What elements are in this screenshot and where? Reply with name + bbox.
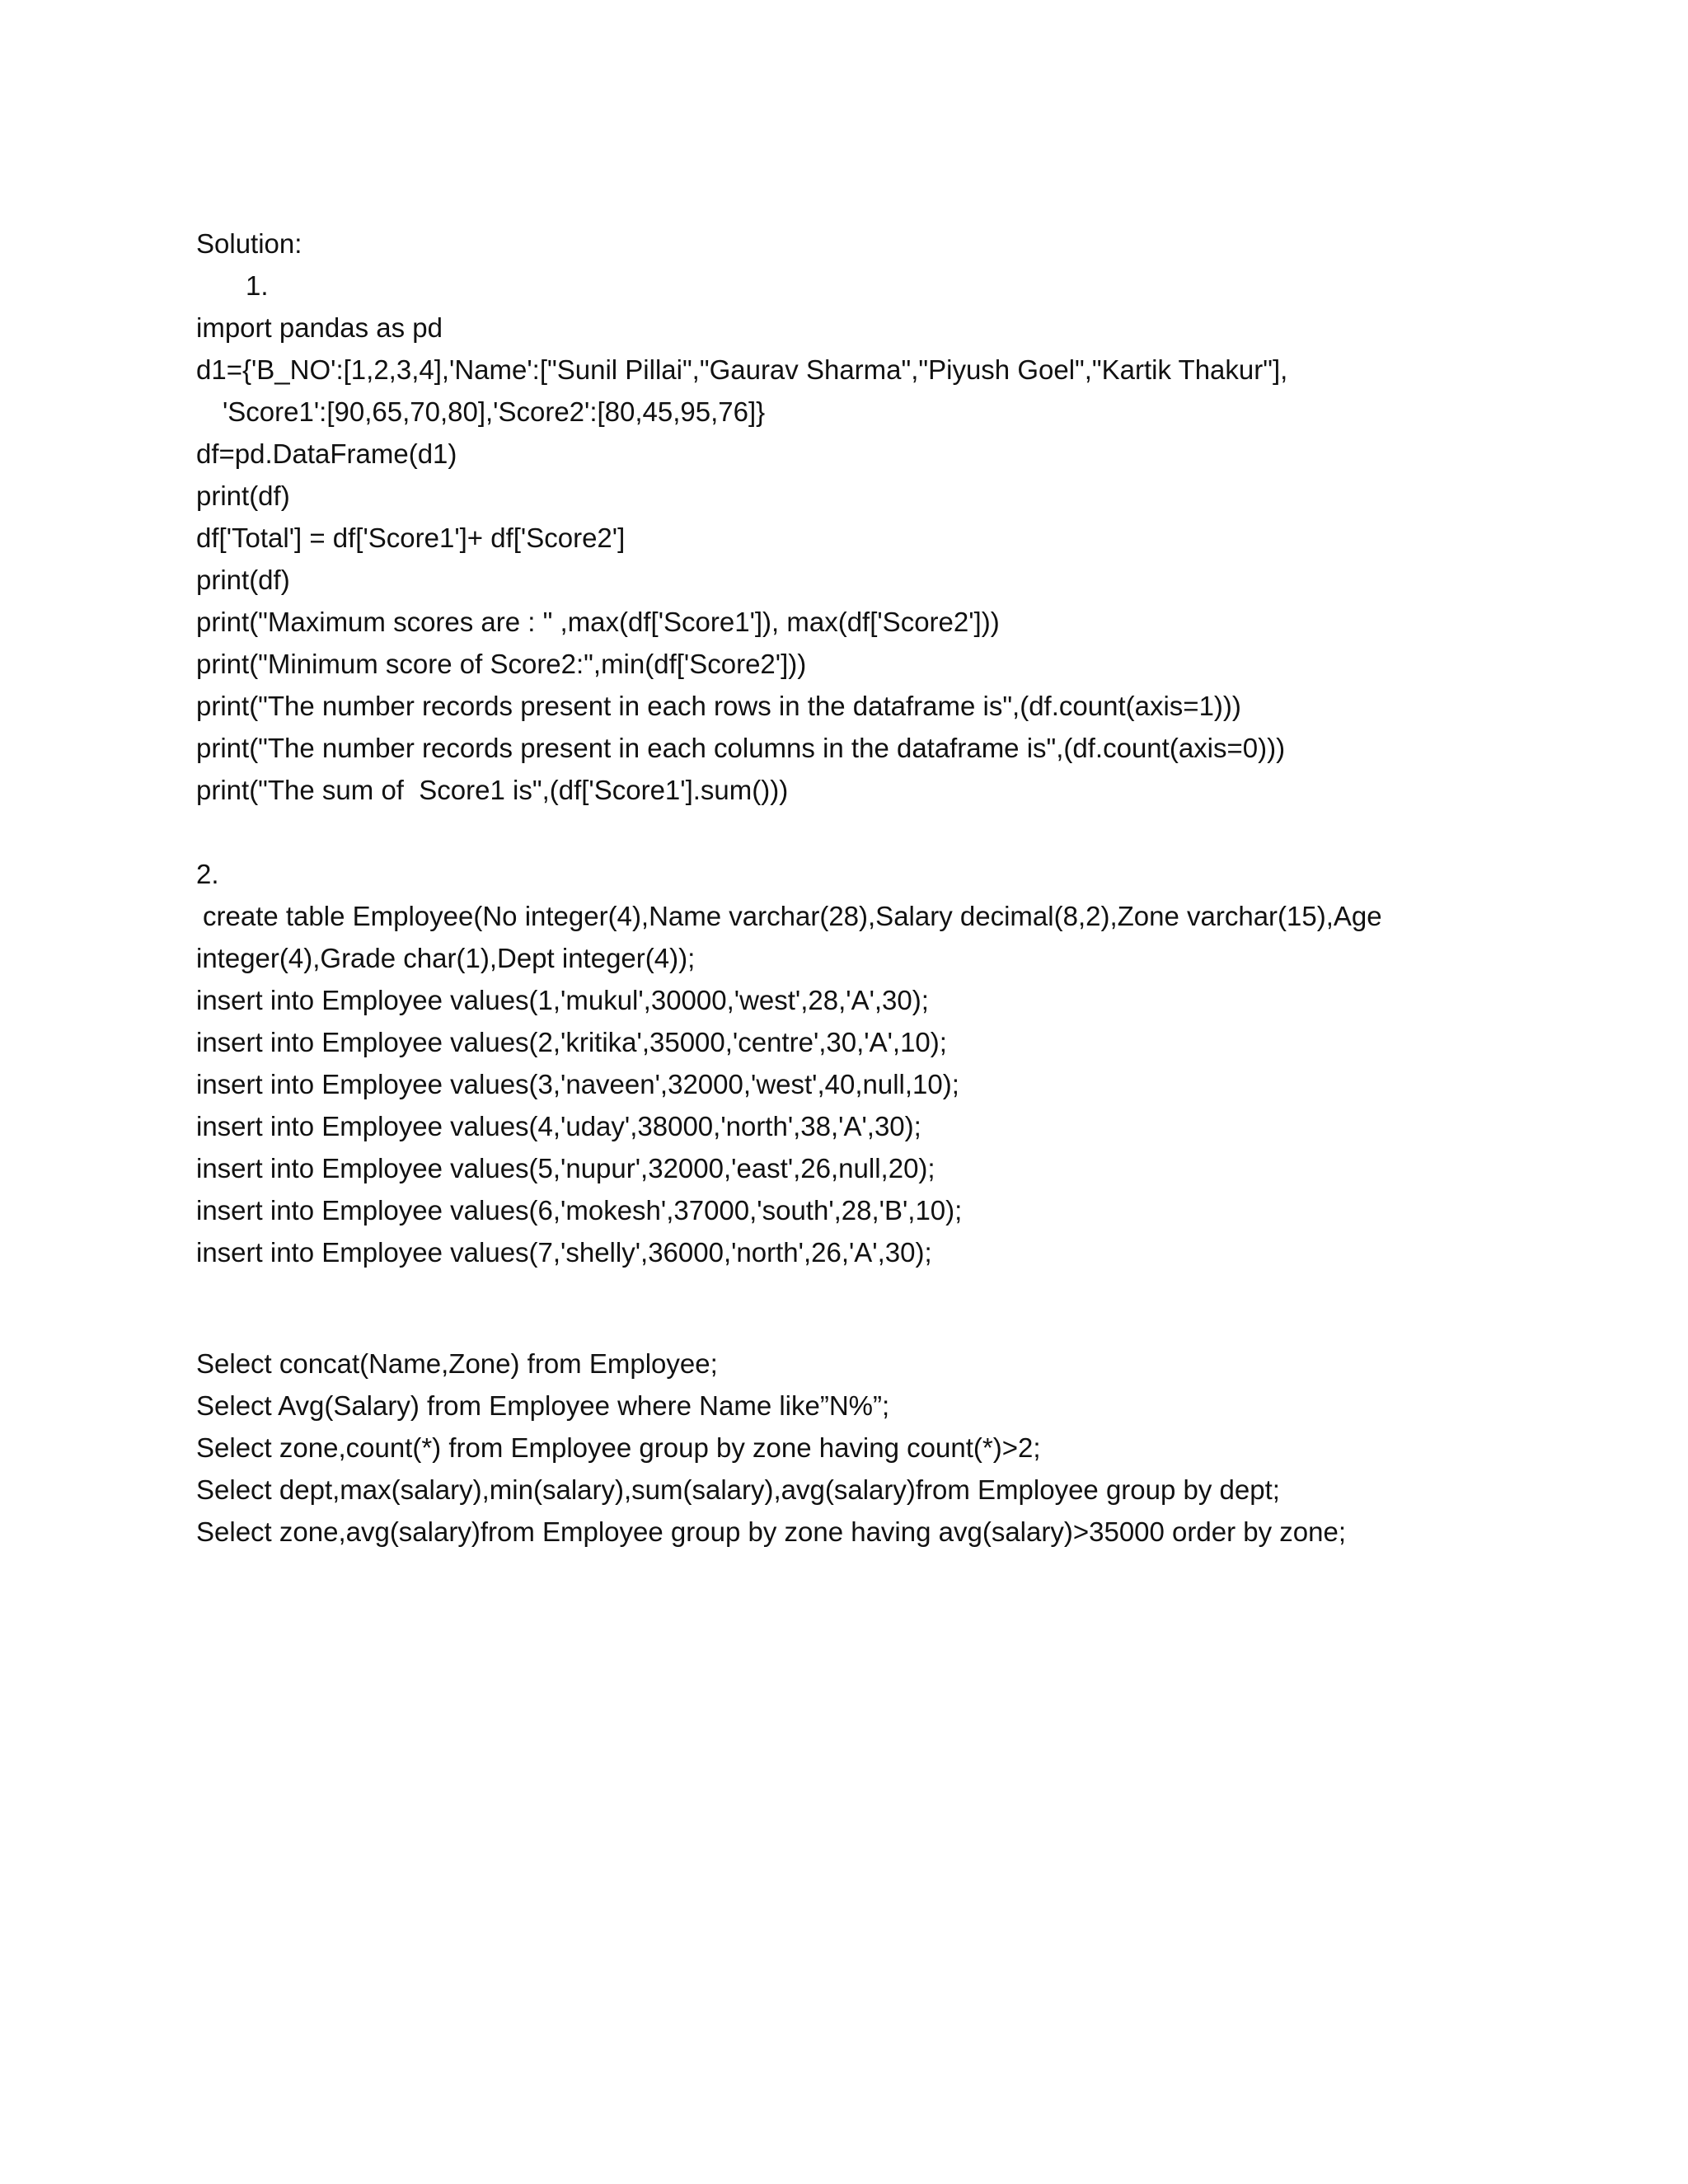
sql-line: insert into Employee values(4,'uday',38000,'north',38,'A',30); [196,1111,921,1141]
code-line: print("The number records present in each columns in the dataframe is",(df.count(axis=0))) [196,733,1286,763]
code-line: df=pd.DataFrame(d1) [196,438,457,469]
code-line: print(df) [196,565,290,595]
document-body [196,223,1597,1553]
sql-line: Select zone,count(*) from Employee group by zone having count(*)>2; [196,1432,1041,1463]
code-line: import pandas as pd [196,312,443,343]
sql-line: insert into Employee values(7,'shelly',36000,'north',26,'A',30); [196,1237,932,1268]
spacer [196,811,1597,853]
question-2-selects [196,1343,1597,1553]
sql-line: insert into Employee values(6,'mokesh',37000,'south',28,'B',10); [196,1195,963,1226]
sql-line: Select concat(Name,Zone) from Employee; [196,1348,718,1379]
code-line: 'Score1':[90,65,70,80],'Score2':[80,45,95,76]} [223,396,766,427]
code-line: df['Total'] = df['Score1']+ df['Score2'] [196,523,626,553]
sql-line: Select dept,max(salary),min(salary),sum(salary),avg(salary)from Employee group by dept; [196,1474,1280,1505]
code-line: print("The number records present in each rows in the dataframe is",(df.count(axis=1))) [196,691,1241,721]
question-2-create-table [196,895,1597,979]
code-line: print("Maximum scores are : " ,max(df['Score1']), max(df['Score2'])) [196,607,1000,637]
spacer [196,1273,1597,1343]
code-line: d1={'B_NO':[1,2,3,4],'Name':["Sunil Pillai","Gaurav Sharma","Piyush Goel","Kartik Thakur"], [196,354,1288,385]
sql-line: integer(4),Grade char(1),Dept integer(4)); [196,943,696,973]
solution-heading: Solution: [196,228,302,259]
code-line: print("Minimum score of Score2:",min(df['Score2'])) [196,649,807,679]
question-2-number: 2. [196,859,219,889]
question-1-code [196,307,1597,811]
code-line: print(df) [196,480,290,511]
sql-line: create table Employee(No integer(4),Name varchar(28),Salary decimal(8,2),Zone varchar(15),Age [203,901,1382,931]
sql-line: Select zone,avg(salary)from Employee group by zone having avg(salary)>35000 order by zone; [196,1516,1347,1547]
question-1-number: 1. [246,270,269,301]
sql-line: insert into Employee values(3,'naveen',32000,'west',40,null,10); [196,1069,959,1099]
sql-line: Select Avg(Salary) from Employee where Name like”N%”; [196,1390,890,1421]
sql-line: insert into Employee values(2,'kritika',35000,'centre',30,'A',10); [196,1027,947,1057]
question-2-inserts [196,979,1597,1273]
sql-line: insert into Employee values(1,'mukul',30000,'west',28,'A',30); [196,985,929,1015]
sql-line: insert into Employee values(5,'nupur',32000,'east',26,null,20); [196,1153,935,1183]
code-line: print("The sum of Score1 is",(df['Score1'].sum())) [196,775,789,805]
